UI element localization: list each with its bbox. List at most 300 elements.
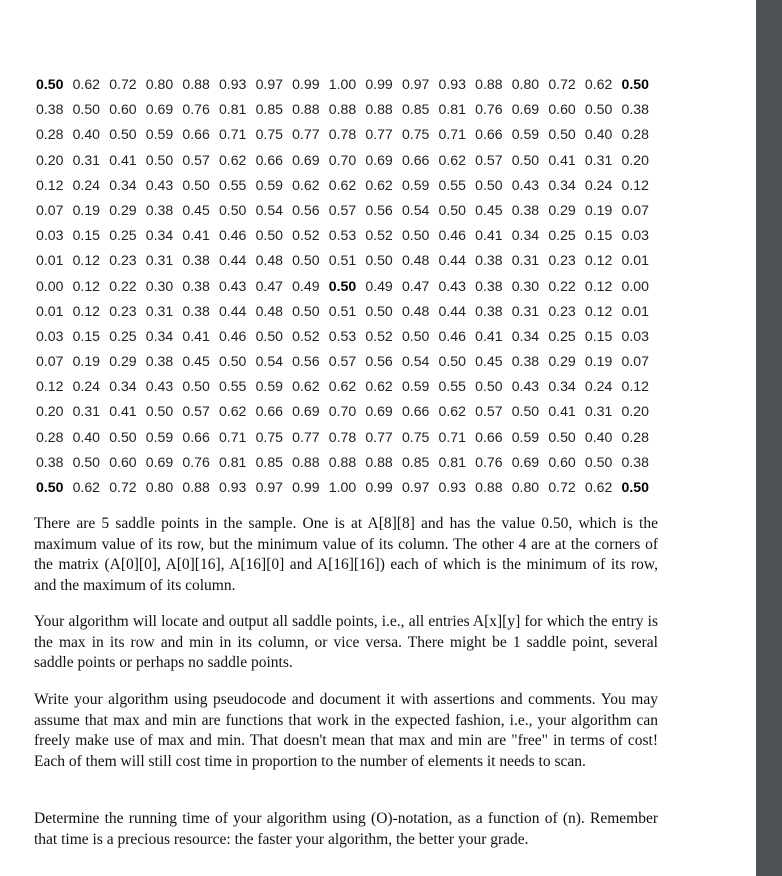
matrix-cell: 0.01 bbox=[36, 252, 64, 269]
matrix-cell: 0.50 bbox=[36, 479, 64, 495]
matrix-cell: 0.46 bbox=[218, 227, 247, 244]
matrix-cell: 0.12 bbox=[621, 378, 649, 395]
matrix-cell: 0.71 bbox=[438, 126, 466, 143]
matrix-cell: 0.31 bbox=[145, 252, 174, 269]
matrix-cell: 0.57 bbox=[328, 353, 357, 370]
matrix-cell: 0.60 bbox=[548, 453, 576, 470]
matrix-cell: 0.50 bbox=[548, 126, 576, 143]
matrix-cell: 0.69 bbox=[145, 453, 174, 470]
matrix-cell: 0.38 bbox=[182, 277, 210, 294]
matrix-cell: 0.52 bbox=[365, 327, 393, 344]
matrix-cell: 0.81 bbox=[218, 101, 247, 118]
matrix-cell: 0.01 bbox=[36, 302, 64, 319]
matrix-cell: 0.50 bbox=[255, 327, 283, 344]
matrix-cell: 0.59 bbox=[145, 126, 174, 143]
matrix-cell: 0.20 bbox=[621, 151, 649, 168]
matrix-cell: 0.97 bbox=[255, 76, 283, 92]
matrix-cell: 0.38 bbox=[475, 302, 503, 319]
matrix-cell: 0.97 bbox=[401, 76, 430, 92]
matrix-cell: 0.12 bbox=[621, 176, 649, 193]
matrix-cell: 0.62 bbox=[438, 403, 466, 420]
matrix-cell: 0.12 bbox=[584, 277, 613, 294]
matrix-cell: 1.00 bbox=[328, 76, 357, 92]
matrix-cell: 0.45 bbox=[475, 353, 503, 370]
matrix-cell: 0.66 bbox=[255, 403, 283, 420]
matrix-cell: 0.59 bbox=[255, 378, 283, 395]
matrix-cell: 0.66 bbox=[475, 428, 503, 445]
matrix-row bbox=[36, 452, 658, 477]
matrix-cell: 0.97 bbox=[401, 479, 430, 495]
matrix-cell: 0.31 bbox=[511, 302, 540, 319]
matrix-cell: 0.03 bbox=[36, 227, 64, 244]
matrix-cell: 0.15 bbox=[584, 327, 613, 344]
matrix-cell: 0.38 bbox=[475, 252, 503, 269]
matrix-cell: 0.72 bbox=[109, 479, 137, 495]
matrix-cell: 0.52 bbox=[365, 227, 393, 244]
matrix-cell: 0.80 bbox=[145, 479, 174, 495]
matrix-cell: 0.34 bbox=[511, 327, 540, 344]
matrix-cell: 0.24 bbox=[72, 176, 101, 193]
matrix-cell: 0.62 bbox=[365, 378, 393, 395]
matrix-cell: 0.46 bbox=[438, 227, 466, 244]
matrix-row bbox=[36, 124, 658, 149]
matrix-cell: 0.70 bbox=[328, 403, 357, 420]
matrix-cell: 0.28 bbox=[36, 126, 64, 143]
matrix-row bbox=[36, 351, 658, 376]
matrix-cell: 0.62 bbox=[584, 76, 613, 92]
matrix-cell: 0.69 bbox=[145, 101, 174, 118]
matrix-cell: 0.50 bbox=[584, 101, 613, 118]
matrix-cell: 0.80 bbox=[145, 76, 174, 92]
matrix-cell: 0.77 bbox=[292, 126, 320, 143]
matrix-cell: 0.99 bbox=[292, 76, 320, 92]
matrix-cell: 0.62 bbox=[328, 378, 357, 395]
matrix-cell: 0.50 bbox=[292, 302, 320, 319]
matrix-cell: 0.66 bbox=[475, 126, 503, 143]
matrix-cell: 0.41 bbox=[109, 403, 137, 420]
matrix-cell: 0.55 bbox=[218, 378, 247, 395]
matrix-row bbox=[36, 326, 658, 351]
matrix-cell: 0.85 bbox=[255, 101, 283, 118]
paragraph-text: Write your algorithm using pseudocode and document it with assertions and comments. You may assume that max and min are functions that work in the expected fashion, i.e., your algorithm can freely make use of max and min. That doesn't mean that max and min are "free" in terms of cost! Each of them will still cost time in proportion to the number of elements it needs to scan. bbox=[34, 691, 658, 770]
matrix-cell: 0.38 bbox=[511, 201, 540, 218]
matrix-cell: 0.88 bbox=[475, 76, 503, 92]
matrix-cell: 0.66 bbox=[182, 126, 210, 143]
matrix-cell: 0.34 bbox=[109, 378, 137, 395]
matrix-cell: 0.50 bbox=[36, 76, 64, 92]
matrix-cell: 0.56 bbox=[365, 353, 393, 370]
matrix-cell: 0.50 bbox=[475, 176, 503, 193]
matrix-cell: 0.59 bbox=[255, 176, 283, 193]
matrix-cell: 0.38 bbox=[182, 302, 210, 319]
matrix-cell: 0.34 bbox=[511, 227, 540, 244]
matrix-cell: 0.28 bbox=[621, 428, 649, 445]
matrix-cell: 0.44 bbox=[218, 252, 247, 269]
matrix-cell: 0.81 bbox=[218, 453, 247, 470]
matrix-cell: 0.54 bbox=[401, 201, 430, 218]
matrix-cell: 0.50 bbox=[584, 453, 613, 470]
matrix-cell: 0.75 bbox=[401, 126, 430, 143]
matrix-cell: 0.12 bbox=[584, 302, 613, 319]
matrix-cell: 0.60 bbox=[109, 453, 137, 470]
matrix-cell: 0.25 bbox=[109, 327, 137, 344]
matrix-cell: 0.38 bbox=[145, 353, 174, 370]
matrix-cell: 0.01 bbox=[621, 252, 649, 269]
matrix-cell: 0.93 bbox=[438, 479, 466, 495]
matrix-cell: 0.44 bbox=[438, 252, 466, 269]
matrix-cell: 0.23 bbox=[548, 252, 576, 269]
matrix-cell: 0.12 bbox=[36, 378, 64, 395]
matrix-cell: 0.40 bbox=[72, 428, 101, 445]
matrix-cell: 0.62 bbox=[218, 151, 247, 168]
matrix-cell: 0.34 bbox=[145, 327, 174, 344]
matrix-cell: 0.43 bbox=[218, 277, 247, 294]
matrix-cell: 0.12 bbox=[72, 277, 101, 294]
matrix-cell: 0.50 bbox=[145, 151, 174, 168]
matrix-cell: 0.50 bbox=[218, 201, 247, 218]
matrix-cell: 0.88 bbox=[365, 453, 393, 470]
matrix-cell: 0.52 bbox=[292, 327, 320, 344]
matrix-cell: 0.29 bbox=[109, 201, 137, 218]
matrix-cell: 0.81 bbox=[438, 101, 466, 118]
matrix-cell: 0.85 bbox=[255, 453, 283, 470]
matrix-cell: 0.51 bbox=[328, 302, 357, 319]
matrix-cell: 0.07 bbox=[36, 201, 64, 218]
matrix-cell: 0.66 bbox=[182, 428, 210, 445]
matrix-cell: 0.78 bbox=[328, 126, 357, 143]
matrix-cell: 0.70 bbox=[328, 151, 357, 168]
matrix-cell: 0.41 bbox=[109, 151, 137, 168]
matrix-cell: 0.62 bbox=[328, 176, 357, 193]
matrix-cell: 0.85 bbox=[401, 101, 430, 118]
matrix-cell: 0.43 bbox=[145, 176, 174, 193]
matrix-cell: 0.50 bbox=[511, 403, 540, 420]
matrix-cell: 0.50 bbox=[109, 126, 137, 143]
matrix-cell: 0.31 bbox=[145, 302, 174, 319]
matrix-cell: 0.62 bbox=[438, 151, 466, 168]
matrix-cell: 0.76 bbox=[475, 101, 503, 118]
matrix-cell: 0.50 bbox=[72, 101, 101, 118]
matrix-cell: 0.66 bbox=[255, 151, 283, 168]
matrix-cell: 0.31 bbox=[511, 252, 540, 269]
matrix-cell: 0.43 bbox=[438, 277, 466, 294]
matrix-cell: 0.71 bbox=[438, 428, 466, 445]
matrix-row bbox=[36, 427, 658, 452]
matrix-cell: 0.41 bbox=[475, 327, 503, 344]
matrix-cell: 0.38 bbox=[621, 453, 649, 470]
matrix-cell: 0.25 bbox=[548, 327, 576, 344]
matrix-cell: 0.88 bbox=[182, 479, 210, 495]
matrix-cell: 0.88 bbox=[182, 76, 210, 92]
matrix-cell: 0.80 bbox=[511, 76, 540, 92]
matrix-cell: 0.38 bbox=[511, 353, 540, 370]
matrix-cell: 0.50 bbox=[218, 353, 247, 370]
matrix-row bbox=[36, 276, 658, 301]
matrix-cell: 0.54 bbox=[255, 201, 283, 218]
matrix-cell: 0.19 bbox=[72, 353, 101, 370]
matrix-cell: 0.53 bbox=[328, 227, 357, 244]
matrix-cell: 0.20 bbox=[36, 151, 64, 168]
matrix-cell: 0.15 bbox=[72, 327, 101, 344]
matrix-row bbox=[36, 401, 658, 426]
matrix-cell: 0.23 bbox=[548, 302, 576, 319]
matrix-cell: 0.55 bbox=[218, 176, 247, 193]
matrix-cell: 0.45 bbox=[182, 353, 210, 370]
matrix-cell: 0.41 bbox=[548, 151, 576, 168]
matrix-cell: 0.50 bbox=[548, 428, 576, 445]
matrix-cell: 0.49 bbox=[365, 277, 393, 294]
matrix-cell: 0.47 bbox=[401, 277, 430, 294]
matrix-cell: 0.72 bbox=[548, 76, 576, 92]
matrix-cell: 0.25 bbox=[109, 227, 137, 244]
matrix-cell: 0.69 bbox=[292, 151, 320, 168]
matrix-cell: 0.62 bbox=[72, 76, 101, 92]
matrix-cell: 0.53 bbox=[328, 327, 357, 344]
matrix-row bbox=[36, 225, 658, 250]
matrix-cell: 0.20 bbox=[621, 403, 649, 420]
matrix-cell: 0.69 bbox=[365, 403, 393, 420]
matrix-cell: 0.28 bbox=[36, 428, 64, 445]
matrix-cell: 0.99 bbox=[292, 479, 320, 495]
saddle-matrix bbox=[36, 74, 658, 502]
matrix-cell: 0.66 bbox=[401, 403, 430, 420]
matrix-cell: 0.48 bbox=[255, 252, 283, 269]
matrix-cell: 0.03 bbox=[621, 327, 649, 344]
matrix-cell: 0.71 bbox=[218, 126, 247, 143]
matrix-cell: 0.46 bbox=[438, 327, 466, 344]
matrix-cell: 0.50 bbox=[182, 378, 210, 395]
matrix-cell: 0.77 bbox=[365, 126, 393, 143]
matrix-row bbox=[36, 301, 658, 326]
matrix-cell: 0.00 bbox=[36, 277, 64, 294]
matrix-cell: 0.41 bbox=[475, 227, 503, 244]
matrix-cell: 0.50 bbox=[145, 403, 174, 420]
matrix-cell: 0.85 bbox=[401, 453, 430, 470]
paragraph-running-time bbox=[34, 809, 658, 850]
matrix-cell: 0.38 bbox=[182, 252, 210, 269]
matrix-cell: 0.30 bbox=[511, 277, 540, 294]
matrix-cell: 0.93 bbox=[218, 76, 247, 92]
matrix-cell: 0.30 bbox=[145, 277, 174, 294]
matrix-row bbox=[36, 150, 658, 175]
matrix-cell: 0.12 bbox=[584, 252, 613, 269]
matrix-cell: 0.38 bbox=[145, 201, 174, 218]
matrix-cell: 0.57 bbox=[182, 151, 210, 168]
matrix-cell: 0.54 bbox=[255, 353, 283, 370]
matrix-cell: 0.20 bbox=[36, 403, 64, 420]
matrix-cell: 0.50 bbox=[109, 428, 137, 445]
matrix-cell: 0.88 bbox=[475, 479, 503, 495]
matrix-cell: 0.19 bbox=[72, 201, 101, 218]
matrix-cell: 0.72 bbox=[109, 76, 137, 92]
matrix-cell: 0.59 bbox=[145, 428, 174, 445]
matrix-cell: 0.88 bbox=[292, 101, 320, 118]
matrix-row bbox=[36, 250, 658, 275]
matrix-cell: 0.38 bbox=[36, 453, 64, 470]
matrix-cell: 0.62 bbox=[292, 176, 320, 193]
matrix-cell: 0.59 bbox=[401, 378, 430, 395]
matrix-cell: 0.31 bbox=[584, 403, 613, 420]
matrix-cell: 0.75 bbox=[401, 428, 430, 445]
matrix-cell: 0.07 bbox=[36, 353, 64, 370]
matrix-cell: 0.07 bbox=[621, 201, 649, 218]
matrix-cell: 0.69 bbox=[511, 453, 540, 470]
matrix-cell: 0.93 bbox=[218, 479, 247, 495]
matrix-cell: 0.57 bbox=[475, 151, 503, 168]
matrix-cell: 0.76 bbox=[475, 453, 503, 470]
matrix-cell: 0.50 bbox=[292, 252, 320, 269]
matrix-cell: 0.24 bbox=[72, 378, 101, 395]
matrix-cell: 0.38 bbox=[621, 101, 649, 118]
matrix-cell: 0.50 bbox=[401, 227, 430, 244]
matrix-cell: 0.43 bbox=[511, 378, 540, 395]
matrix-cell: 0.31 bbox=[72, 151, 101, 168]
matrix-cell: 0.41 bbox=[548, 403, 576, 420]
matrix-cell: 0.80 bbox=[511, 479, 540, 495]
matrix-cell: 0.41 bbox=[182, 327, 210, 344]
matrix-cell: 0.76 bbox=[182, 101, 210, 118]
matrix-cell: 0.50 bbox=[182, 176, 210, 193]
matrix-cell: 0.77 bbox=[292, 428, 320, 445]
matrix-cell: 0.57 bbox=[328, 201, 357, 218]
matrix-cell: 0.50 bbox=[365, 302, 393, 319]
matrix-row bbox=[36, 99, 658, 124]
matrix-cell: 0.50 bbox=[72, 453, 101, 470]
matrix-cell: 0.59 bbox=[511, 126, 540, 143]
matrix-cell: 0.56 bbox=[292, 353, 320, 370]
matrix-cell: 0.15 bbox=[72, 227, 101, 244]
matrix-cell: 0.03 bbox=[36, 327, 64, 344]
matrix-cell: 0.49 bbox=[292, 277, 320, 294]
matrix-cell: 0.59 bbox=[401, 176, 430, 193]
matrix-cell: 0.45 bbox=[182, 201, 210, 218]
paragraph-text: Your algorithm will locate and output all saddle points, i.e., all entries A[x][y] for which the entry is the max in its row and min in its column, or vice versa. There might be 1 saddle point, several saddle points or perhaps no saddle points. bbox=[34, 613, 658, 671]
matrix-cell: 0.12 bbox=[36, 176, 64, 193]
matrix-cell: 0.52 bbox=[292, 227, 320, 244]
matrix-cell: 0.72 bbox=[548, 479, 576, 495]
paragraph-saddle-points bbox=[34, 514, 658, 596]
matrix-cell: 0.75 bbox=[255, 428, 283, 445]
matrix-cell: 0.55 bbox=[438, 378, 466, 395]
matrix-cell: 0.50 bbox=[438, 353, 466, 370]
matrix-row bbox=[36, 175, 658, 200]
matrix-cell: 0.44 bbox=[218, 302, 247, 319]
matrix-cell: 0.55 bbox=[438, 176, 466, 193]
matrix-cell: 0.45 bbox=[475, 201, 503, 218]
matrix-cell: 0.56 bbox=[365, 201, 393, 218]
matrix-cell: 0.81 bbox=[438, 453, 466, 470]
matrix-cell: 0.76 bbox=[182, 453, 210, 470]
matrix-cell: 0.66 bbox=[401, 151, 430, 168]
matrix-cell: 0.12 bbox=[72, 302, 101, 319]
matrix-cell: 0.60 bbox=[548, 101, 576, 118]
matrix-cell: 0.50 bbox=[475, 378, 503, 395]
matrix-cell: 0.50 bbox=[365, 252, 393, 269]
matrix-row bbox=[36, 74, 658, 99]
matrix-cell: 0.43 bbox=[511, 176, 540, 193]
matrix-cell: 0.57 bbox=[475, 403, 503, 420]
matrix-cell: 0.77 bbox=[365, 428, 393, 445]
matrix-cell: 0.40 bbox=[72, 126, 101, 143]
matrix-cell: 0.62 bbox=[292, 378, 320, 395]
matrix-cell: 0.62 bbox=[72, 479, 101, 495]
matrix-cell: 0.47 bbox=[255, 277, 283, 294]
matrix-cell: 0.69 bbox=[365, 151, 393, 168]
matrix-cell: 0.54 bbox=[401, 353, 430, 370]
matrix-cell: 0.69 bbox=[292, 403, 320, 420]
matrix-cell: 0.24 bbox=[584, 378, 613, 395]
matrix-cell: 0.60 bbox=[109, 101, 137, 118]
matrix-cell: 0.48 bbox=[255, 302, 283, 319]
matrix-cell: 0.62 bbox=[584, 479, 613, 495]
matrix-cell: 0.28 bbox=[621, 126, 649, 143]
matrix-cell: 0.38 bbox=[36, 101, 64, 118]
matrix-cell: 0.69 bbox=[511, 101, 540, 118]
matrix-cell: 0.25 bbox=[548, 227, 576, 244]
paragraph-algorithm-goal bbox=[34, 612, 658, 674]
matrix-cell: 0.34 bbox=[548, 176, 576, 193]
matrix-cell: 0.40 bbox=[584, 428, 613, 445]
matrix-cell: 0.23 bbox=[109, 252, 137, 269]
matrix-cell: 0.00 bbox=[621, 277, 649, 294]
matrix-cell: 0.38 bbox=[475, 277, 503, 294]
matrix-cell: 0.29 bbox=[109, 353, 137, 370]
matrix-cell: 0.24 bbox=[584, 176, 613, 193]
matrix-cell: 0.34 bbox=[145, 227, 174, 244]
matrix-cell: 0.22 bbox=[548, 277, 576, 294]
matrix-cell: 0.48 bbox=[401, 252, 430, 269]
matrix-cell: 0.31 bbox=[72, 403, 101, 420]
matrix-cell: 0.88 bbox=[328, 101, 357, 118]
matrix-cell: 0.29 bbox=[548, 201, 576, 218]
matrix-cell: 0.62 bbox=[218, 403, 247, 420]
vertical-scrollbar[interactable] bbox=[756, 0, 782, 876]
matrix-cell: 0.59 bbox=[511, 428, 540, 445]
matrix-cell: 0.19 bbox=[584, 201, 613, 218]
matrix-cell: 0.50 bbox=[621, 479, 649, 495]
matrix-cell: 0.50 bbox=[401, 327, 430, 344]
matrix-cell: 0.43 bbox=[145, 378, 174, 395]
matrix-cell: 0.88 bbox=[292, 453, 320, 470]
matrix-cell: 0.93 bbox=[438, 76, 466, 92]
matrix-cell: 0.19 bbox=[584, 353, 613, 370]
matrix-cell: 0.75 bbox=[255, 126, 283, 143]
matrix-cell: 0.62 bbox=[365, 176, 393, 193]
matrix-cell: 0.78 bbox=[328, 428, 357, 445]
matrix-cell: 0.03 bbox=[621, 227, 649, 244]
matrix-cell: 0.50 bbox=[328, 277, 357, 294]
matrix-cell: 0.22 bbox=[109, 277, 137, 294]
matrix-cell: 0.50 bbox=[621, 76, 649, 92]
matrix-cell: 0.15 bbox=[584, 227, 613, 244]
paragraph-text: There are 5 saddle points in the sample. One is at A[8][8] and has the value 0.50, which is the maximum value of its row, but the minimum value of its column. The other 4 are at the corners of the matrix (A[0][0], A[0][16], A[16][0] and A[16][16]) each of which is the minimum of its row, and the maximum of its column. bbox=[34, 515, 658, 594]
paragraph-pseudocode-instructions bbox=[34, 690, 658, 772]
matrix-cell: 0.57 bbox=[182, 403, 210, 420]
matrix-cell: 0.07 bbox=[621, 353, 649, 370]
matrix-cell: 0.23 bbox=[109, 302, 137, 319]
matrix-cell: 0.31 bbox=[584, 151, 613, 168]
matrix-cell: 0.50 bbox=[438, 201, 466, 218]
matrix-cell: 0.46 bbox=[218, 327, 247, 344]
matrix-cell: 0.44 bbox=[438, 302, 466, 319]
matrix-cell: 0.48 bbox=[401, 302, 430, 319]
matrix-cell: 0.01 bbox=[621, 302, 649, 319]
matrix-cell: 0.88 bbox=[365, 101, 393, 118]
matrix-cell: 0.99 bbox=[365, 76, 393, 92]
matrix-cell: 0.12 bbox=[72, 252, 101, 269]
matrix-row bbox=[36, 376, 658, 401]
matrix-cell: 0.71 bbox=[218, 428, 247, 445]
